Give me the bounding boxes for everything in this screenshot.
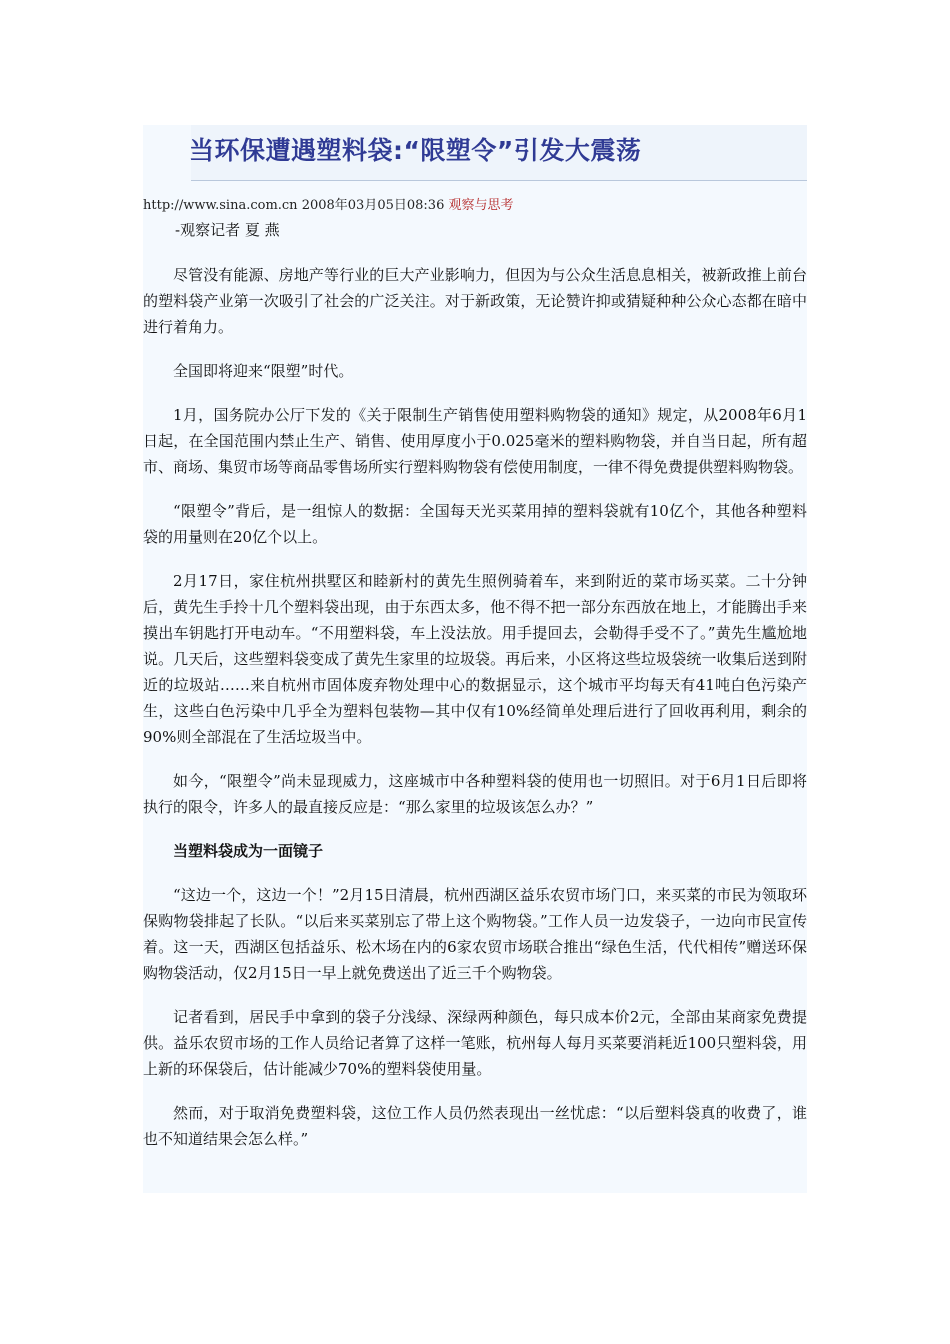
article-meta [143,197,514,215]
paragraph: 然而，对于取消免费塑料袋，这位工作人员仍然表现出一丝忧虑：“以后塑料袋真的收费了，谁也不知道结果会怎么样。” [143,1104,807,1148]
source-url[interactable]: http://www.sina.com.cn [143,198,298,213]
source-link[interactable]: 观察与思考 [448,198,514,213]
paragraph: 1月，国务院办公厅下发的《关于限制生产销售使用塑料购物袋的通知》规定，从2008年6月1日起，在全国范围内禁止生产、销售、使用厚度小于0.025毫米的塑料购物袋，并自当日起，所有超市、商场、集贸市场等商品零售场所实行塑料购物袋有偿使用制度，一律不得免费提供塑料购物袋。 [143,406,807,476]
paragraph: 如今，“限塑令”尚未显现威力，这座城市中各种塑料袋的使用也一切照旧。对于6月1日后即将执行的限令，许多人的最直接反应是：“那么家里的垃圾该怎么办？” [143,772,807,816]
paragraph: “这边一个，这边一个！”2月15日清晨，杭州西湖区益乐农贸市场门口，来买菜的市民为领取环保购物袋排起了长队。“以后来买菜别忘了带上这个购物袋。”工作人员一边发袋子，一边向市民宣传着。这一天，西湖区包括益乐、松木场在内的6家农贸市场联合推出“绿色生活，代代相传”赠送环保购物袋活动，仅2月15日一早上就免费送出了近三千个购物袋。 [143,886,807,982]
paragraph: “限塑令”背后，是一组惊人的数据：全国每天光买菜用掉的塑料袋就有10亿个，其他各种塑料袋的用量则在20亿个以上。 [143,502,807,546]
paragraph: 全国即将迎来“限塑”时代。 [173,362,354,380]
paragraph: 记者看到，居民手中拿到的袋子分浅绿、深绿两种颜色，每只成本价2元，全部由某商家免费提供。益乐农贸市场的工作人员给记者算了这样一笔账，杭州每人每月买菜要消耗近100只塑料袋，用上新的环保袋后，估计能减少70%的塑料袋使用量。 [143,1008,807,1078]
paragraph: 2月17日，家住杭州拱墅区和睦新村的黄先生照例骑着车，来到附近的菜市场买菜。二十分钟后，黄先生手拎十几个塑料袋出现，由于东西太多，他不得不把一部分东西放在地上，才能腾出手来摸出车钥匙打开电动车。“不用塑料袋，车上没法放。用手提回去，会勒得手受不了。”黄先生尴尬地说。几天后，这些塑料袋变成了黄先生家里的垃圾袋。再后来，小区将这些垃圾袋统一收集后送到附近的垃圾站……来自杭州市固体废弃物处理中心的数据显示，这个城市平均每天有41吨白色污染产生，这些白色污染中几乎全为塑料包装物—其中仅有10%经简单处理后进行了回收再利用，剩余的90%则全部混在了生活垃圾当中。 [143,572,807,746]
article-title: 当环保遭遇塑料袋:“限塑令”引发大震荡 [189,136,642,165]
publish-date: 2008年03月05日08:36 [301,198,445,213]
byline: -观察记者 夏 燕 [175,221,280,239]
article-body [143,262,807,1170]
section-subheading: 当塑料袋成为一面镜子 [173,842,324,860]
paragraph: 尽管没有能源、房地产等行业的巨大产业影响力，但因为与公众生活息息相关，被新政推上前台的塑料袋产业第一次吸引了社会的广泛关注。对于新政策，无论赞许抑或猜疑种种公众心态都在暗中进行着角力。 [143,266,807,336]
